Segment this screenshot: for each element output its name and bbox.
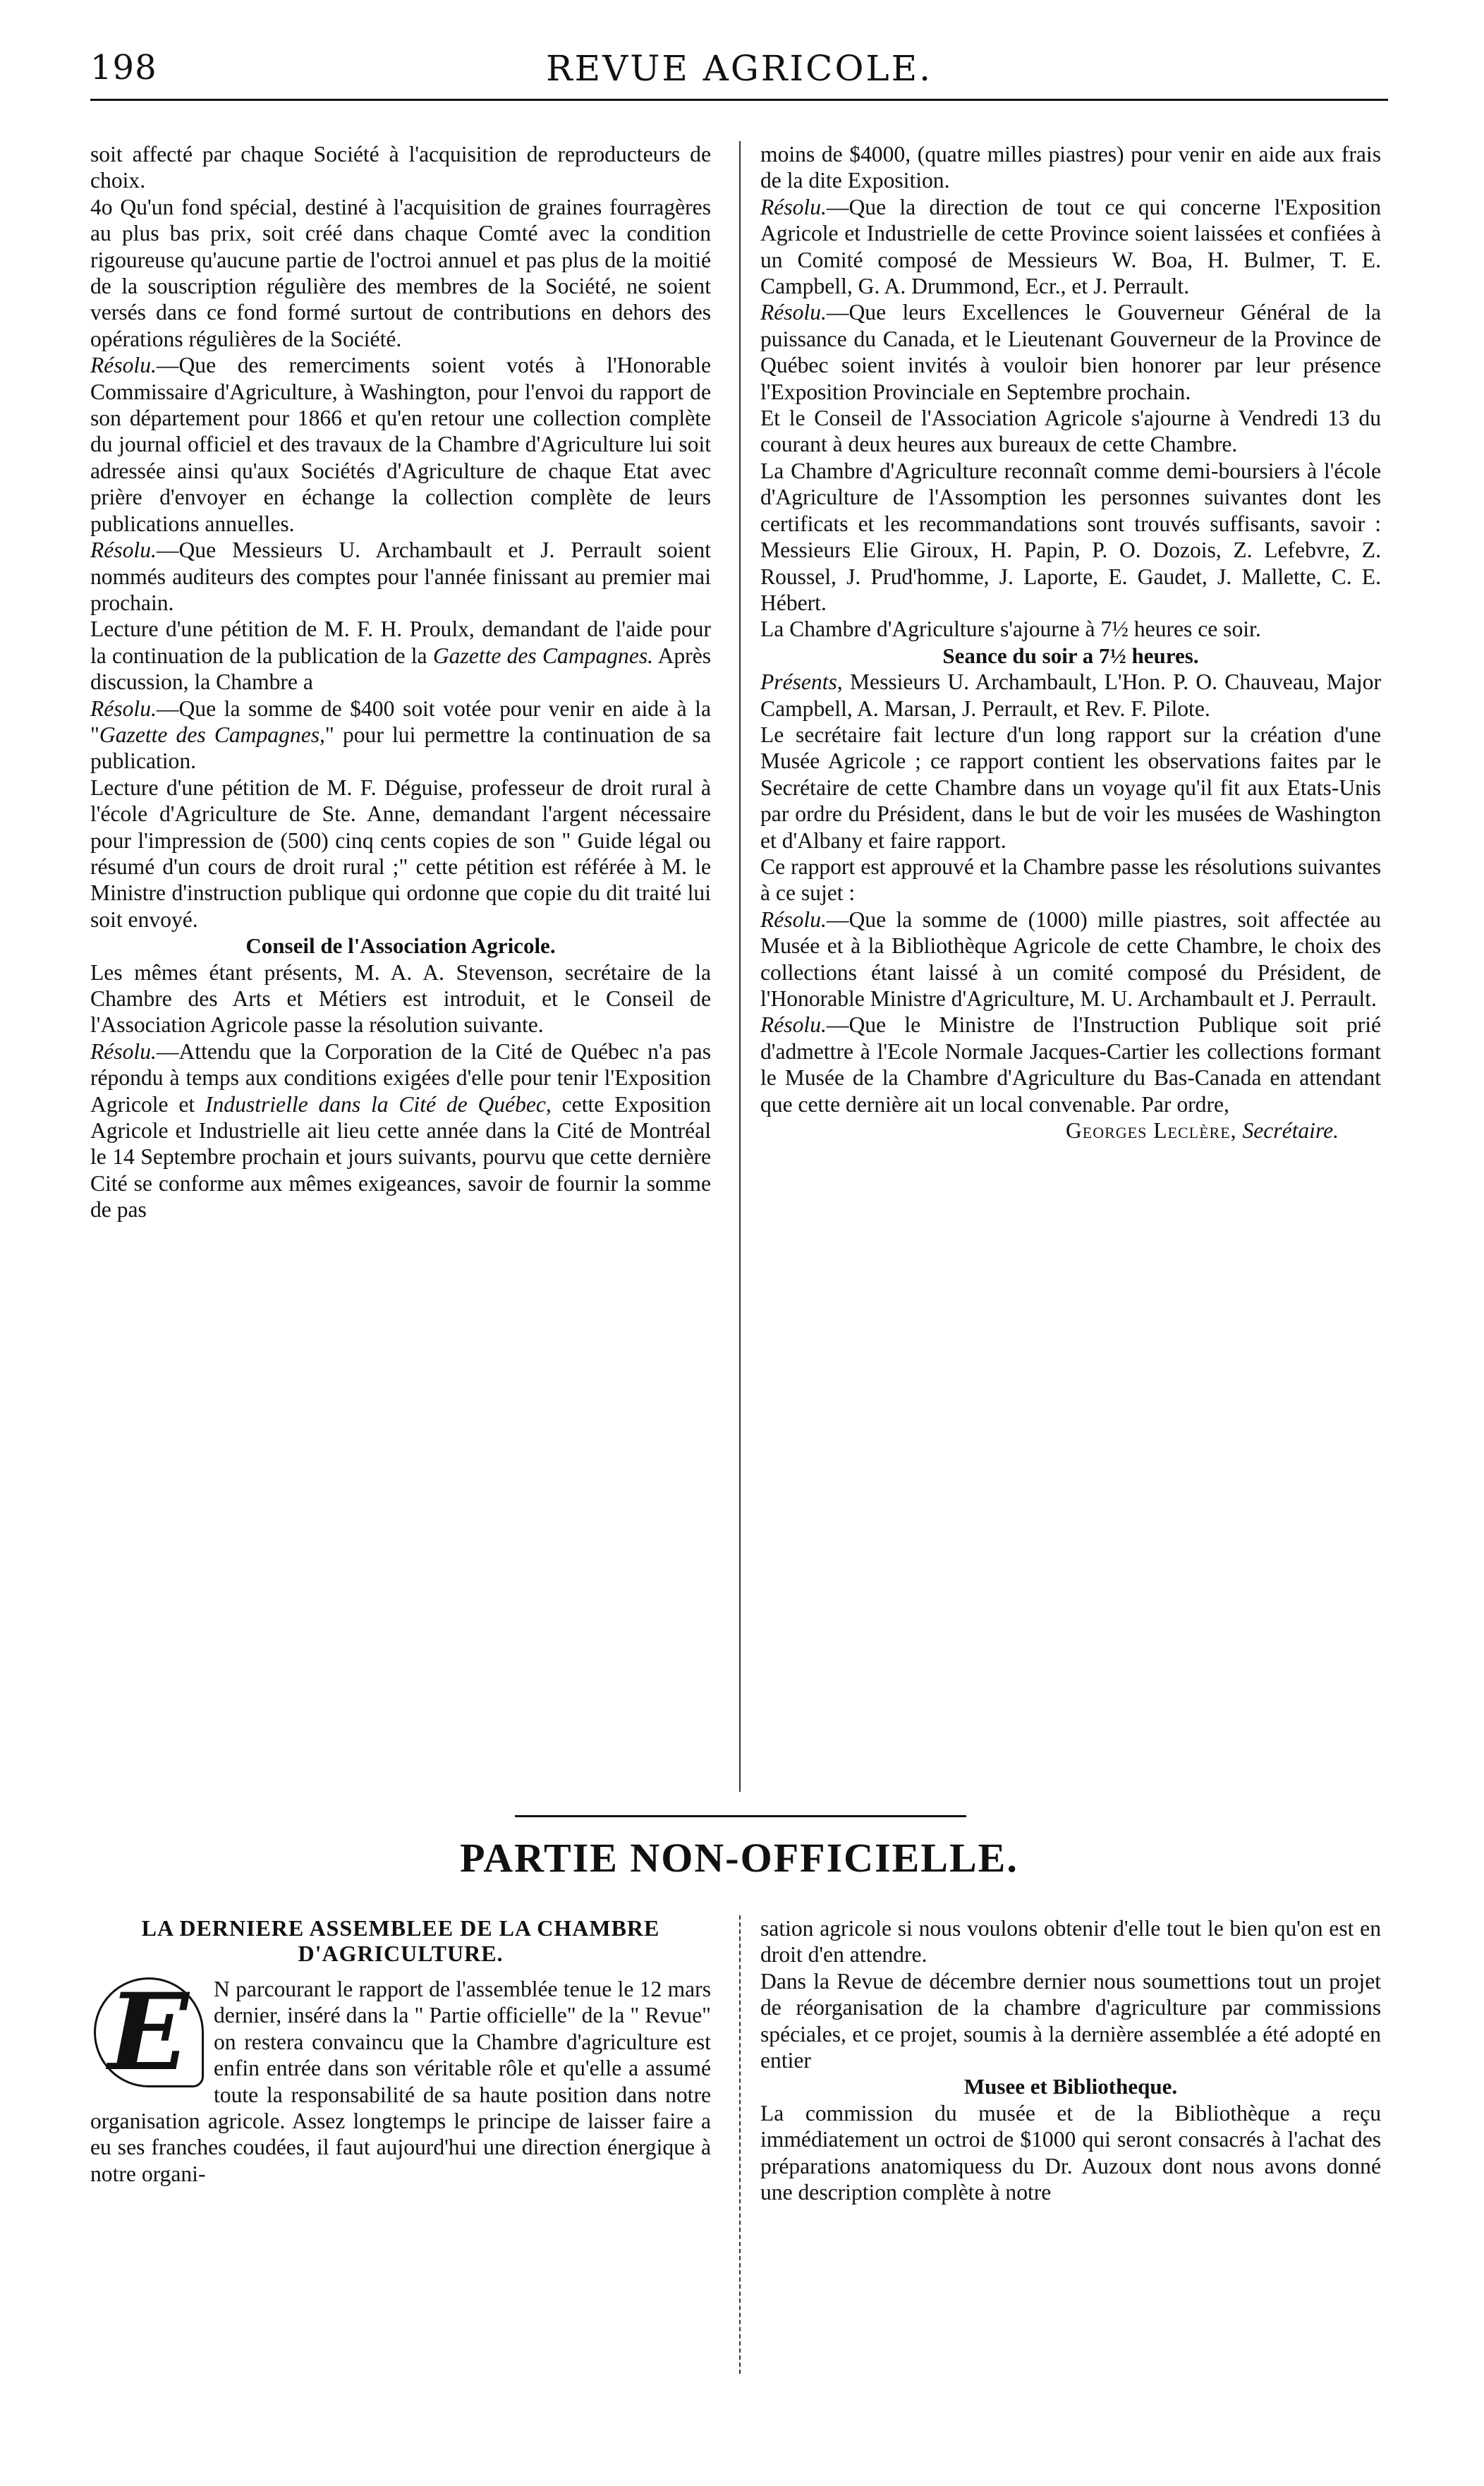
resolution-lead: Résolu. (90, 696, 157, 721)
paragraph: moins de $4000, (quatre milles piastres) pour venir en aide aux frais de la dite Exposition. (760, 142, 1381, 193)
right-column (760, 141, 1381, 1144)
header-rule (90, 99, 1388, 101)
resolution: Résolu.—Que la somme de $400 soit votée pour venir en aide à la "Gazette des Campagnes," pour lui permettre la continuation de sa publication. (90, 696, 711, 774)
resolution: Résolu.—Que Messieurs U. Archambault et J. Perrault soient nommés auditeurs des comptes pour l'année finissant au premier mai prochain. (90, 538, 711, 615)
section-rule (515, 1815, 966, 1817)
page-number: 198 (90, 48, 157, 87)
article-left-column (90, 1915, 711, 2187)
paragraph: La Chambre d'Agriculture s'ajourne à 7½ heures ce soir. (760, 617, 1261, 642)
article-right-column (760, 1915, 1381, 2205)
resolution-lead: Résolu. (90, 1038, 157, 1064)
column-divider (739, 1915, 741, 2374)
paragraph: Ce rapport est approuvé et la Chambre passe les résolutions suivantes à ce sujet : (760, 854, 1381, 906)
paragraph: Et le Conseil de l'Association Agricole s'ajourne à Vendredi 13 du courant à deux heures aux bureaux de cette Chambre. (760, 406, 1381, 457)
page-header (90, 45, 1388, 102)
resolution: Résolu.—Que la direction de tout ce qui concerne l'Exposition Agricole et Industrielle de cette Province soient laissées et confiées à un Comité composé de Messieurs W. Boa, H. Bulmer, T. E. Campbell, G. A. Drummond, Ecr., et J. Perrault. (760, 194, 1381, 299)
article-paragraph: Dans la Revue de décembre dernier nous soumettions tout un projet de réorganisation de la chambre d'agriculture par commissions spéciales, et ce projet, soumis à la dernière assemblée a été adopté en entier (760, 1968, 1381, 2073)
signature: Georges Leclère, Secrétaire. (1065, 1118, 1339, 1144)
article-paragraph: sation agricole si nous voulons obtenir d'elle tout le bien qu'on est en droit d'en attendre. (760, 1916, 1381, 1967)
resolution-lead: Résolu. (90, 353, 157, 378)
paragraph: Lecture d'une pétition de M. F. Déguise, professeur de droit rural à l'école d'Agriculture de Ste. Anne, demandant l'argent nécessaire pour l'impression de (500) cinq cents copies de son " Guide légal ou résumé d'un cours de droit rural ;" cette pétition est référée à M. le Ministre d'instruction publique qui ordonne que copie du dit traité lui soit envoyé. (90, 775, 711, 932)
article-paragraph: La commission du musée et de la Bibliothèque a reçu immédiatement un octroi de $1000 qui seront consacrés à l'achat des préparations anatomiquess du Dr. Auzoux dont nous avons donné une description complète à notre (760, 2100, 1381, 2205)
resolution: Résolu.—Attendu que la Corporation de la Cité de Québec n'a pas répondu à temps aux conditions exigées d'elle pour tenir l'Exposition Agricole et Industrielle dans la Cité de Québec, cette Exposition Agricole et Industrielle ait lieu cette année dans la Cité de Montréal le 14 Septembre prochain et jours suivants, pourvu que cette dernière Cité se conforme aux mêmes exigeances, savoir de fournir la somme de pas (90, 1038, 712, 1223)
column-divider (739, 141, 741, 1792)
subheading: Musee et Bibliotheque. (963, 2074, 1178, 2099)
resolution: Résolu.—Que leurs Excellences le Gouverneur Général de la puissance du Canada, et le Lieutenant Gouverneur de la Province de Québec soient invités à vouloir bien honorer par leur présence l'Exposition Provinciale en Septembre prochain. (760, 300, 1381, 404)
paragraph: Lecture d'une pétition de M. F. H. Proulx, demandant de l'aide pour la continuation de la publication de la Gazette des Campagnes. Après discussion, la Chambre a (90, 617, 712, 695)
paragraph: 4o Qu'un fond spécial, destiné à l'acquisition de graines fourragères au plus bas prix, soit créé dans chaque Comté avec la condition rigoureuse qu'aucune partie de l'octroi annuel et pas plus de la moitié de la souscription régulière des membres de la Société, ne soient versés dans ce fond formé surtout de contributions en dehors des opérations régulières de la Société. (90, 194, 711, 351)
resolution: Résolu.—Que des remerciments soient votés à l'Honorable Commissaire d'Agriculture, à Washington, pour l'envoi du rapport de son département pour 1866 et qu'en retour une collection complète du journal officiel et des travaux de la Chambre d'Agriculture lui soit adressée ainsi qu'aux Sociétés d'Agriculture de chaque Etat avec prière d'envoyer en échange la collection complète de leurs publications annuelles. (90, 353, 711, 536)
paragraph: Les mêmes étant présents, M. A. A. Stevenson, secrétaire de la Chambre des Arts et Métiers est introduit, et le Conseil de l'Association Agricole passe la résolution suivante. (90, 959, 711, 1038)
running-title: REVUE AGRICOLE. (545, 48, 933, 89)
subheading: Seance du soir a 7½ heures. (942, 643, 1199, 668)
resolution: Résolu.—Que le Ministre de l'Instruction Publique soit prié d'admettre à l'Ecole Normale Jacques-Cartier les collections formant le Musée de la Chambre d'Agriculture du Bas-Canada en attendant que cette dernière ait un local convenable. Par ordre, (760, 1012, 1381, 1117)
subheading: Conseil de l'Association Agricole. (245, 933, 556, 959)
resolution-lead: Résolu. (90, 538, 157, 563)
paragraph: Présents, Messieurs U. Archambault, L'Hon. P. O. Chauveau, Major Campbell, A. Marsan, J. Perrault, et Rev. F. Pilote. (760, 669, 1381, 721)
paragraph: soit affecté par chaque Société à l'acquisition de reproducteurs de choix. (90, 142, 711, 193)
paragraph: Le secrétaire fait lecture d'un long rapport sur la création d'une Musée Agricole ; ce rapport contient les observations faites par le Secrétaire de cette Chambre dans un voyage qu'il fit aux Etats-Unis par ordre du Président, dans le but de voir les musées de Washington et d'Albany et faire rapport. (760, 722, 1381, 853)
paragraph: La Chambre d'Agriculture reconnaît comme demi-boursiers à l'école d'Agriculture de l'Assomption les personnes suivantes dont les certificats et les recommandations sont trouvés suffisants, savoir : Messieurs Elie Giroux, H. Papin, P. O. Dozois, Z. Lefebvre, Z. Roussel, J. Prud'homme, J. Laporte, E. Gaudet, J. Mallette, C. E. Hébert. (760, 458, 1381, 615)
article-heading: LA DERNIERE ASSEMBLEE DE LA CHAMBRE D'AGRICULTURE. (141, 1915, 660, 1966)
article-paragraph: E N parcourant le rapport de l'assemblée tenue le 12 mars dernier, inséré dans la " Partie officielle" de la " Revue" on restera convaincu que la Chambre d'agriculture est enfin entrée dans son véritable rôle et qu'elle a assumé toute la responsabilité de sa haute position dans notre organisation agricole. Assez longtemps le principe de laisser faire a eu ses franches coudées, il faut aujourd'hui une direction énergique à notre organi- (90, 1970, 711, 2186)
section-title: PARTIE NON-OFFICIELLE. (460, 1835, 1018, 1881)
dropcap-ornament: E (90, 1976, 207, 2089)
resolution: Résolu.—Que la somme de (1000) mille piastres, soit affectée au Musée et à la Bibliothèque Agricole de cette Chambre, le choix des collections étant laissé à un comité composé du Président, de l'Honorable Ministre d'Agriculture, M. U. Archambault et J. Perrault. (760, 907, 1381, 1011)
left-column (90, 141, 711, 1223)
